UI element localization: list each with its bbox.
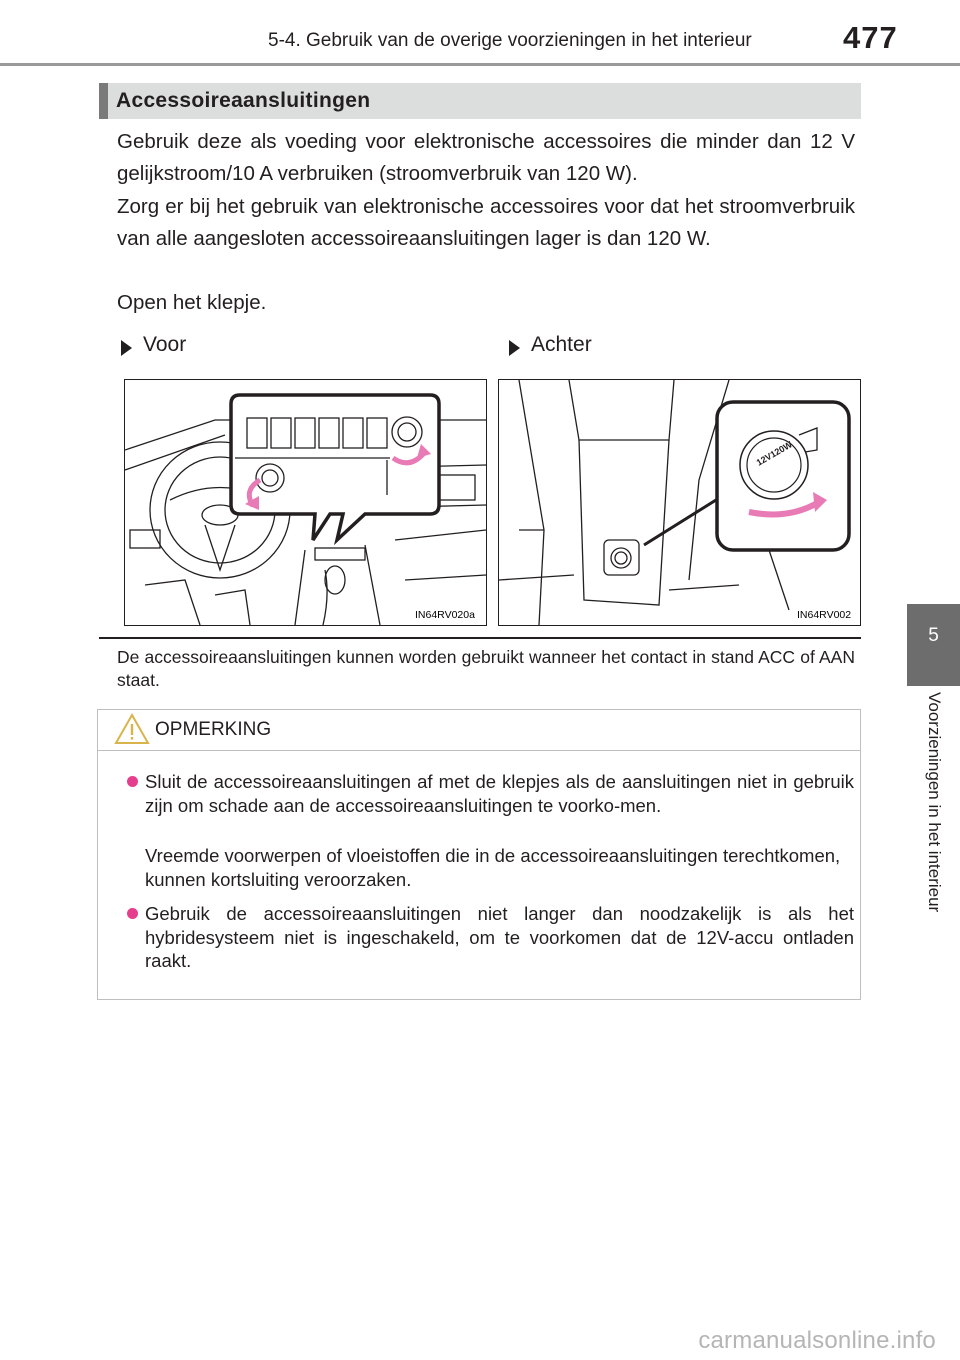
figure-rule [99,637,861,639]
figure-code: IN64RV002 [797,609,852,621]
chapter-title-vertical [908,692,960,992]
rear-console-drawing [499,380,860,625]
figure-label-rear: Achter [531,333,592,356]
chapter-title: Voorzieningen in het interieur [925,692,944,913]
triangle-bullet-icon [509,340,520,356]
section-heading: Accessoireaansluitingen [116,89,371,112]
notice-item: Gebruik de accessoireaansluitingen niet langer dan noodzakelijk is als het hybridesysteem niet is ingeschakeld, om te voorkomen dat de 12V-accu ontladen raakt. [145,903,854,971]
bullet-dot-icon [127,908,138,919]
warning-triangle-icon [114,712,150,746]
running-header-title: 5-4. Gebruik van de overige voorzieningen in het interieur [268,30,752,51]
page-number: 477 [843,20,898,55]
body-paragraph: Open het klepje. [117,291,267,314]
body-paragraph: Zorg er bij het gebruik van elektronische accessoires voor dat het stroomverbruik van alle aangesloten accessoireaansluitingen lager is dan 120 W. [117,195,855,250]
section-heading-marker [99,83,108,119]
notice-item: Sluit de accessoireaansluitingen af met de klepjes als de aansluitingen niet in gebruik zijn om schade aan de accessoireaansluitingen te voorko-men. [145,771,854,816]
notice-divider [97,750,861,751]
header-rule [0,63,960,66]
chapter-number: 5 [928,625,939,646]
body-paragraph: Gebruik deze als voeding voor elektronische accessoires die minder dan 12 V gelijkstroom/10 A verbruiken (stroomverbruik van 120 W). [117,130,855,185]
dashboard-drawing [125,380,486,625]
front-outlet-illustration [124,379,487,626]
socket-label: 12V120W [754,439,794,468]
bullet-dot-icon [127,776,138,787]
notice-title: OPMERKING [155,719,272,740]
figure-code: IN64RV020a [415,609,475,621]
figure-label-front: Voor [143,333,187,356]
triangle-bullet-icon [121,340,132,356]
watermark: carmanualsonline.info [698,1327,936,1354]
figure-note: De accessoireaansluitingen kunnen worden gebruikt wanneer het contact in stand ACC of AAN staat. [117,647,855,690]
notice-item-continued: Vreemde voorwerpen of vloeistoffen die in de accessoireaansluitingen terechtkomen, kunnen kortsluiting veroorzaken. [145,845,841,890]
rear-outlet-illustration [498,379,861,626]
